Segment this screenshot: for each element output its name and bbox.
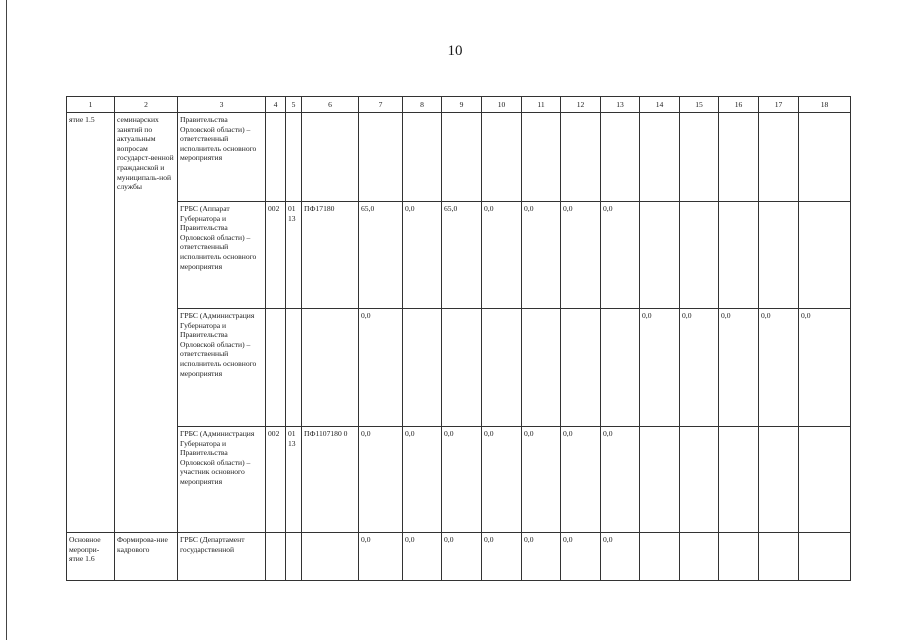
value-cell	[359, 113, 403, 202]
activity-cell: Основное меропри-ятие 1.6	[67, 533, 115, 581]
value-cell: 0,0	[403, 533, 442, 581]
value-cell	[719, 202, 759, 309]
value-cell	[482, 113, 522, 202]
left-margin-rule	[6, 0, 7, 640]
column-header: 12	[561, 97, 601, 113]
value-cell: 0,0	[522, 533, 561, 581]
value-cell: 0,0	[403, 202, 442, 309]
value-cell: 0,0	[442, 427, 482, 533]
value-cell	[442, 113, 482, 202]
value-cell: 0,0	[601, 202, 640, 309]
department-code-cell: 002	[266, 427, 286, 533]
table-row	[67, 113, 851, 202]
value-cell	[640, 533, 680, 581]
grbs-cell: ГРБС (Аппарат Губернатора и Правительства Орловской области) – ответственный исполнитель основного мероприятия	[178, 202, 266, 309]
column-header: 6	[302, 97, 359, 113]
activity-cell: ятие 1.5	[67, 113, 115, 533]
value-cell	[680, 427, 719, 533]
grbs-cell: ГРБС (Администрация Губернатора и Правительства Орловской области) – ответственный исполнитель основного мероприятия	[178, 309, 266, 427]
value-cell: 0,0	[561, 427, 601, 533]
value-cell	[680, 113, 719, 202]
target-article-cell	[302, 113, 359, 202]
value-cell: 0,0	[359, 427, 403, 533]
value-cell	[522, 309, 561, 427]
value-cell	[522, 113, 561, 202]
budget-table	[66, 96, 851, 581]
value-cell	[799, 427, 851, 533]
column-header: 4	[266, 97, 286, 113]
column-header: 18	[799, 97, 851, 113]
section-code-cell	[286, 309, 302, 427]
value-cell: 0,0	[561, 533, 601, 581]
column-header: 14	[640, 97, 680, 113]
column-header: 7	[359, 97, 403, 113]
value-cell: 65,0	[442, 202, 482, 309]
department-code-cell	[266, 113, 286, 202]
value-cell	[640, 113, 680, 202]
column-header: 10	[482, 97, 522, 113]
department-code-cell	[266, 533, 286, 581]
table-row	[67, 309, 851, 427]
grbs-cell: Правительства Орловской области) – ответственный исполнитель основного мероприятия	[178, 113, 266, 202]
value-cell	[719, 427, 759, 533]
value-cell: 0,0	[482, 202, 522, 309]
value-cell	[799, 202, 851, 309]
table-row	[67, 427, 851, 533]
page-number: 10	[447, 43, 463, 59]
value-cell	[799, 113, 851, 202]
value-cell	[759, 202, 799, 309]
value-cell	[640, 202, 680, 309]
value-cell	[680, 533, 719, 581]
value-cell	[759, 113, 799, 202]
column-header: 13	[601, 97, 640, 113]
value-cell: 0,0	[522, 427, 561, 533]
column-number-row	[67, 97, 851, 113]
value-cell	[403, 309, 442, 427]
section-code-cell: 01 13	[286, 202, 302, 309]
value-cell	[482, 309, 522, 427]
value-cell: 0,0	[680, 309, 719, 427]
value-cell: 0,0	[799, 309, 851, 427]
value-cell: 65,0	[359, 202, 403, 309]
column-header: 3	[178, 97, 266, 113]
value-cell: 0,0	[640, 309, 680, 427]
value-cell	[403, 113, 442, 202]
value-cell: 0,0	[522, 202, 561, 309]
value-cell: 0,0	[359, 533, 403, 581]
target-article-cell: ПФ17180	[302, 202, 359, 309]
value-cell	[561, 309, 601, 427]
value-cell	[719, 113, 759, 202]
value-cell	[601, 309, 640, 427]
value-cell: 0,0	[601, 427, 640, 533]
column-header: 16	[719, 97, 759, 113]
column-header: 5	[286, 97, 302, 113]
value-cell: 0,0	[601, 533, 640, 581]
department-code-cell	[266, 309, 286, 427]
table-row	[67, 533, 851, 581]
value-cell: 0,0	[561, 202, 601, 309]
column-header: 17	[759, 97, 799, 113]
target-article-cell: ПФ1107180 0	[302, 427, 359, 533]
column-header: 8	[403, 97, 442, 113]
section-code-cell	[286, 533, 302, 581]
section-code-cell	[286, 113, 302, 202]
value-cell	[561, 113, 601, 202]
target-article-cell	[302, 533, 359, 581]
value-cell	[640, 427, 680, 533]
value-cell	[680, 202, 719, 309]
value-cell: 0,0	[482, 533, 522, 581]
value-cell	[719, 533, 759, 581]
grbs-cell: ГРБС (Администрация Губернатора и Правительства Орловской области) – участник основного мероприятия	[178, 427, 266, 533]
table-row	[67, 202, 851, 309]
value-cell	[759, 427, 799, 533]
department-code-cell: 002	[266, 202, 286, 309]
column-header: 11	[522, 97, 561, 113]
activity-name-cell: семинарских занятий по актуальным вопросам государст-венной гражданской и муниципаль-ной службы	[115, 113, 178, 533]
target-article-cell	[302, 309, 359, 427]
section-code-cell: 01 13	[286, 427, 302, 533]
activity-name-cell: Формирова-ние кадрового	[115, 533, 178, 581]
value-cell	[759, 533, 799, 581]
value-cell: 0,0	[482, 427, 522, 533]
value-cell	[601, 113, 640, 202]
grbs-cell: ГРБС (Департамент государственной	[178, 533, 266, 581]
value-cell: 0,0	[403, 427, 442, 533]
column-header: 15	[680, 97, 719, 113]
column-header: 2	[115, 97, 178, 113]
value-cell	[442, 309, 482, 427]
value-cell	[799, 533, 851, 581]
value-cell: 0,0	[759, 309, 799, 427]
value-cell: 0,0	[442, 533, 482, 581]
column-header: 9	[442, 97, 482, 113]
column-header: 1	[67, 97, 115, 113]
value-cell: 0,0	[719, 309, 759, 427]
value-cell: 0,0	[359, 309, 403, 427]
